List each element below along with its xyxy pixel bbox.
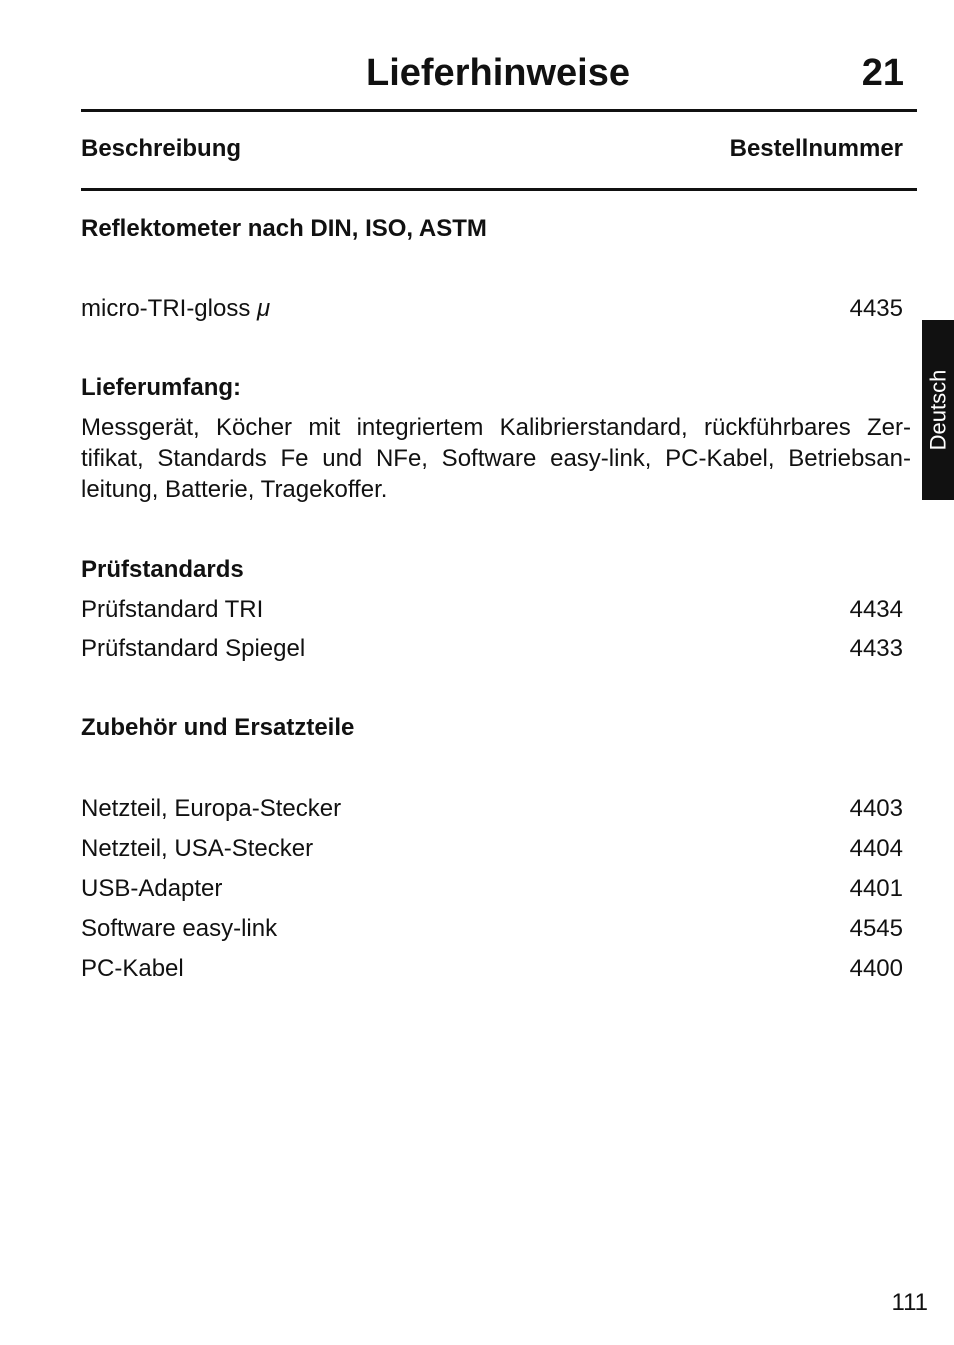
item-description: Netzteil, USA-Stecker [81,835,314,862]
language-tab-label: Deutsch [925,369,950,451]
scope-line: tifikat, Standards Fe und NFe, Software easy-link, PC-Kabel, Betriebsan- [81,445,911,472]
language-side-tab [922,320,954,500]
item-description: Software easy-link [81,915,278,942]
section-heading-reflectometer: Reflektometer nach DIN, ISO, ASTM [81,215,487,242]
section-heading-scope: Lieferumfang: [81,374,242,401]
page-number: 111 [891,1289,928,1316]
section-heading-standards: Prüfstandards [81,556,244,583]
item-order-number: 4401 [849,875,903,902]
list-item [81,914,903,944]
list-item [81,595,903,625]
item-description: PC-Kabel [81,955,184,982]
list-item [81,834,903,864]
item-order-number: 4404 [849,835,903,862]
item-order-number: 4434 [849,596,903,623]
list-item [81,874,903,904]
header-rule-bottom [81,188,917,191]
list-item [81,794,903,824]
header-rule-top [81,109,917,112]
item-description: Netzteil, Europa-Stecker [81,795,342,822]
list-item [81,634,903,664]
item-order-number: 4400 [849,955,903,982]
column-header-order-number: Bestellnummer [729,135,903,162]
list-item [81,954,903,984]
product-name: micro-TRI-gloss [81,295,251,322]
product-description [81,294,270,324]
page-title: Lieferhinweise [366,52,630,94]
item-description: Prüfstandard TRI [81,596,264,623]
item-description: Prüfstandard Spiegel [81,635,306,662]
column-header-description: Beschreibung [81,135,242,162]
chapter-number: 21 [861,52,904,94]
product-row [81,294,903,324]
scope-line: Messgerät, Köcher mit integriertem Kalibrierstandard, rückführbares Zer- [81,414,911,441]
item-description: USB-Adapter [81,875,223,902]
item-order-number: 4403 [849,795,903,822]
section-heading-accessories: Zubehör und Ersatzteile [81,714,355,741]
item-order-number: 4545 [849,915,903,942]
scope-paragraph [81,412,911,505]
item-order-number: 4433 [849,635,903,662]
scope-line: leitung, Batterie, Tragekoffer. [81,476,388,503]
product-order-number: 4435 [849,295,903,322]
mu-symbol: μ [257,295,271,322]
